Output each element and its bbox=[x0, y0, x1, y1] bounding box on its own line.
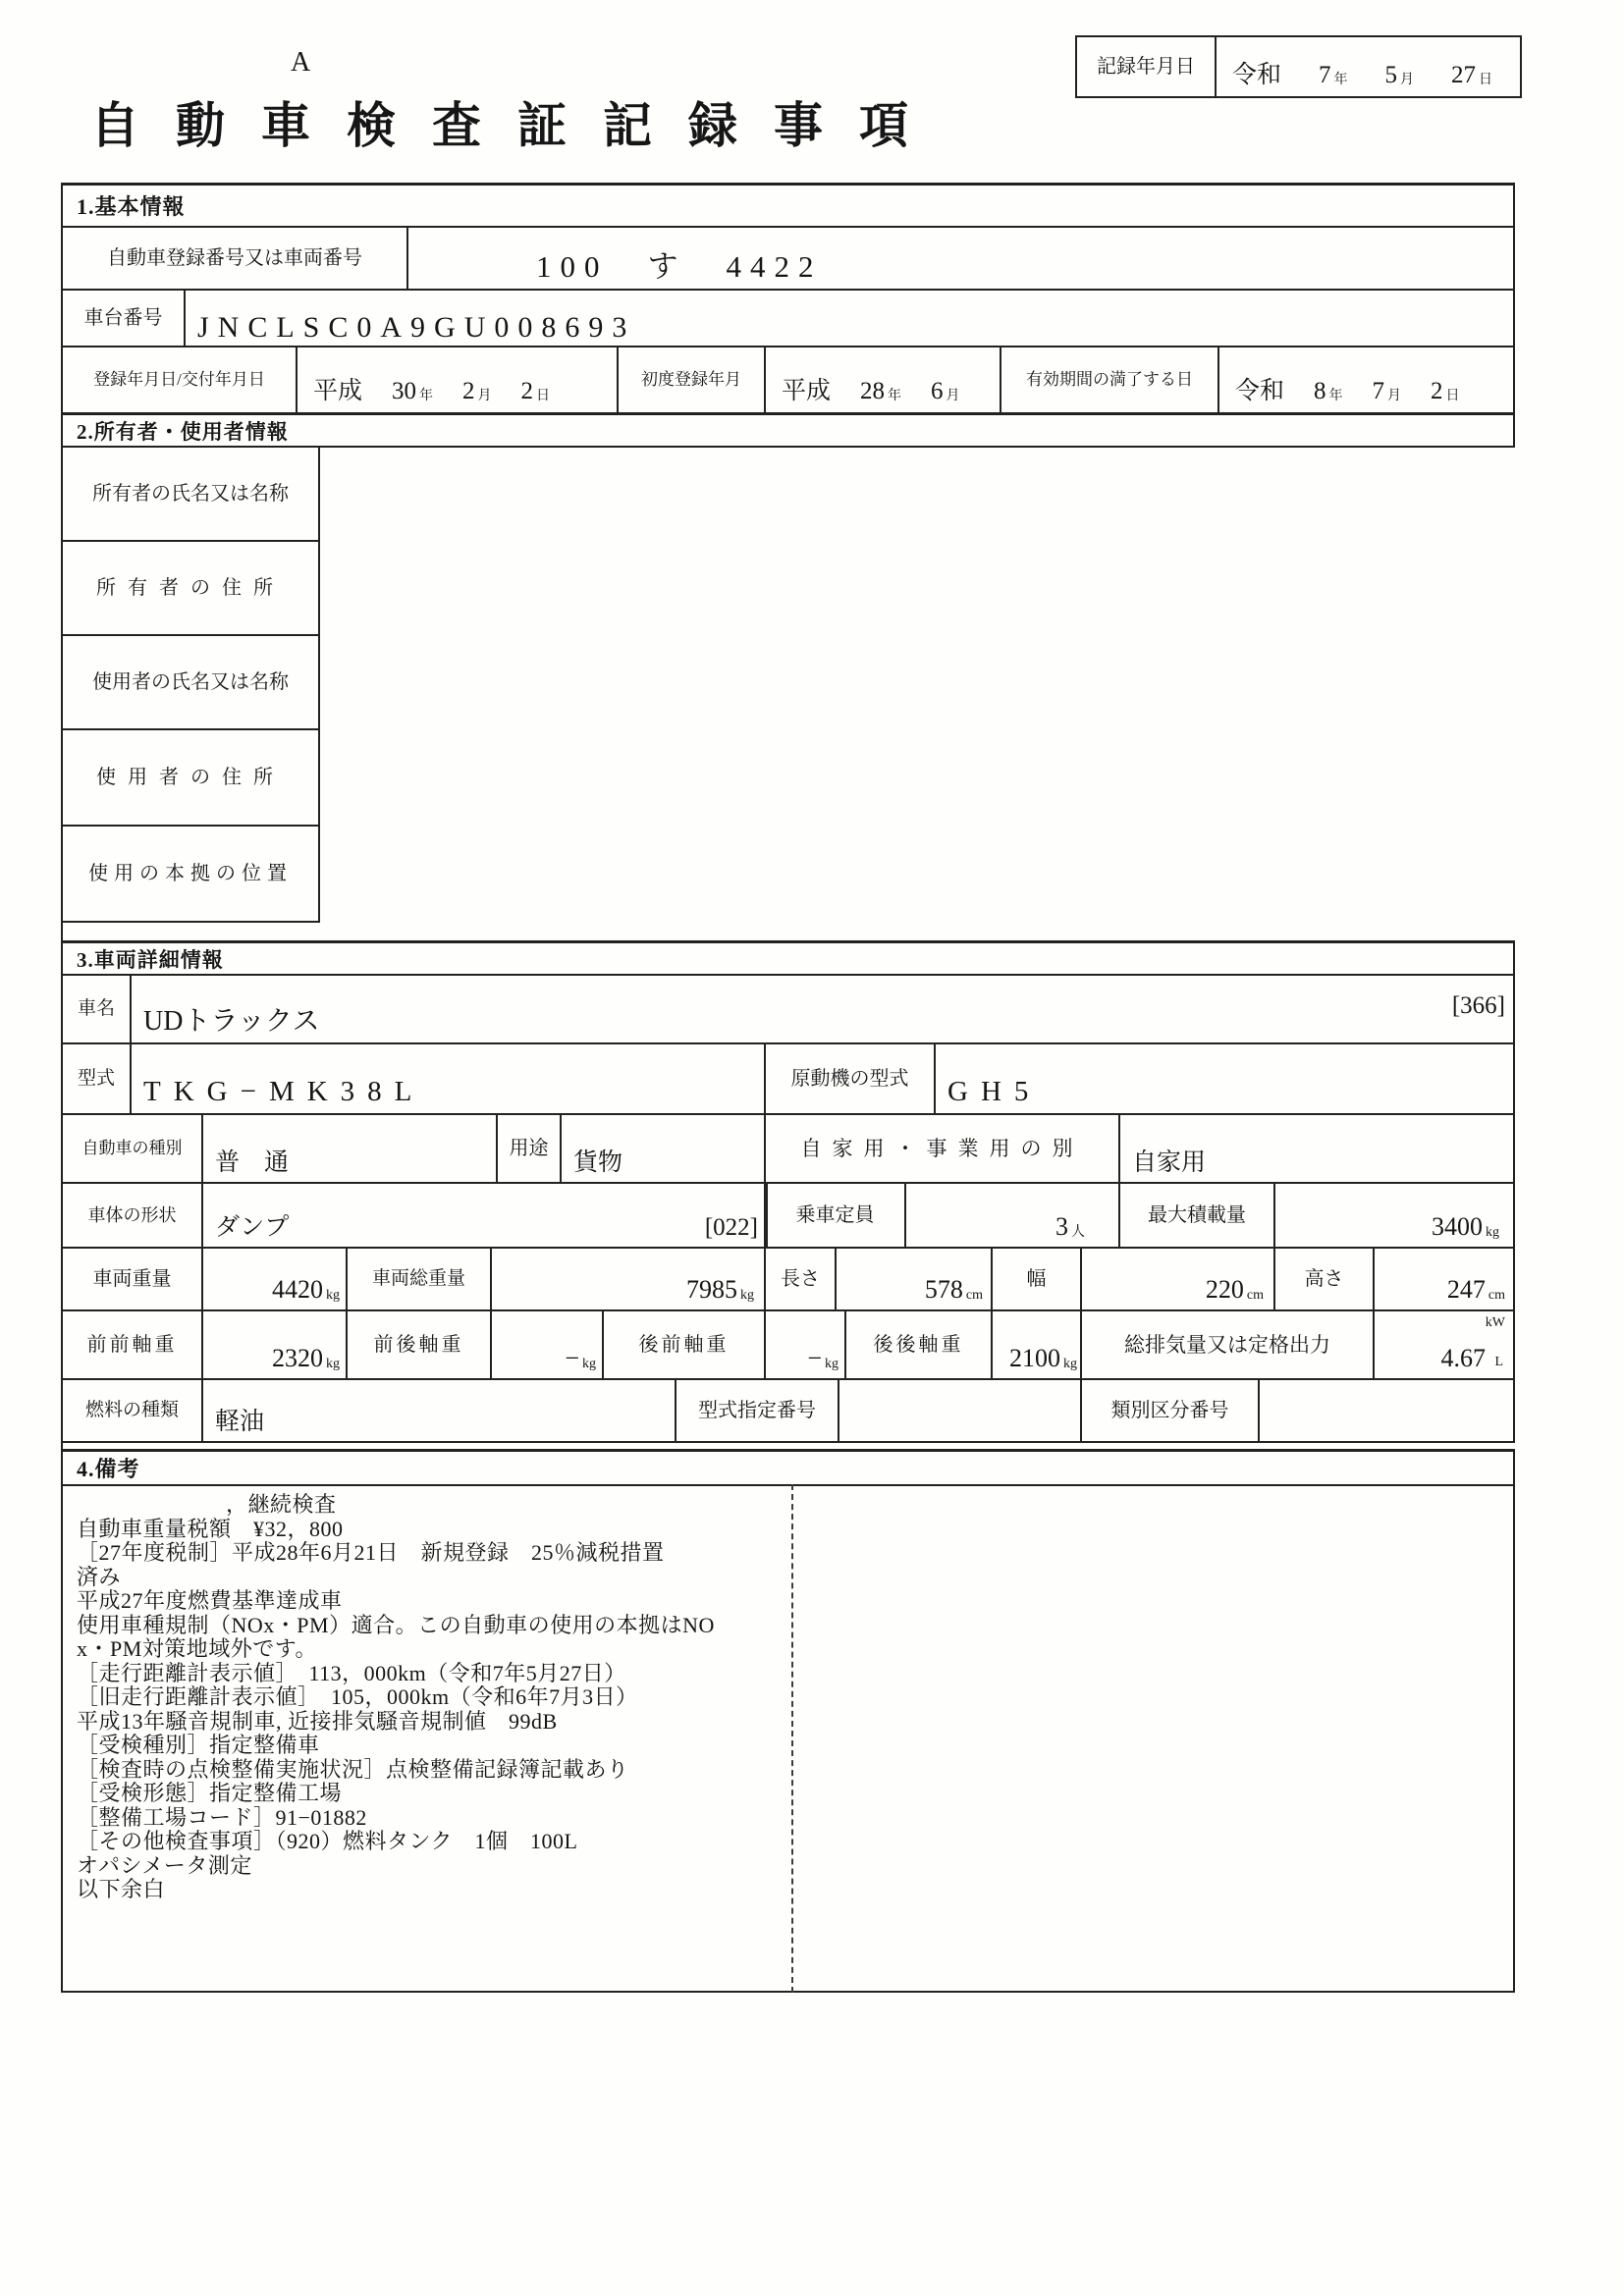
fuel-value: 軽油 bbox=[201, 1378, 676, 1443]
chassis-number-value: JNCLSC0A9GU008693 bbox=[184, 289, 1515, 347]
private-business-value: 自家用 bbox=[1118, 1113, 1515, 1184]
kg-unit: kg bbox=[1486, 1225, 1499, 1240]
page-title: 自動車検査証記録事項 bbox=[90, 98, 945, 153]
body-shape-value-cell bbox=[201, 1182, 768, 1249]
rear-rear-axle-label: 後後軸重 bbox=[844, 1309, 993, 1380]
remark-line: オパシメータ測定 bbox=[77, 1852, 252, 1878]
expiry-date-era: 令和 bbox=[1235, 378, 1285, 404]
fuel-label: 燃料の種類 bbox=[61, 1378, 203, 1443]
displacement-value: 4.67 bbox=[1440, 1344, 1486, 1372]
width-value: 220 bbox=[1205, 1275, 1244, 1304]
max-load-label: 最大積載量 bbox=[1118, 1182, 1275, 1249]
remark-line: x・PM対策地域外です。 bbox=[77, 1636, 318, 1661]
cm-unit: cm bbox=[1246, 1288, 1264, 1303]
user-name-label: 使用者の氏名又は名称 bbox=[61, 634, 320, 730]
remark-line: ［走行距離計表示値］ 113，000km（令和7年5月27日） bbox=[77, 1660, 626, 1685]
remark-line: 自動車重量税額 ¥32，800 bbox=[77, 1516, 344, 1541]
front-rear-axle-label: 前後軸重 bbox=[346, 1309, 492, 1380]
car-name-value: UDトラックス bbox=[143, 1006, 320, 1037]
owner-name-label: 所有者の氏名又は名称 bbox=[61, 446, 320, 542]
max-load-value: 3400 bbox=[1432, 1212, 1483, 1241]
engine-model-value: GH5 bbox=[934, 1042, 1515, 1115]
kg-unit: kg bbox=[740, 1288, 754, 1303]
front-rear-axle-value: − bbox=[565, 1344, 579, 1372]
body-shape-code: [022] bbox=[704, 1214, 758, 1241]
type-approval-label: 型式指定番号 bbox=[675, 1378, 839, 1443]
registration-number-value: 100 す 4422 bbox=[406, 226, 1515, 291]
model-value: TKG−MK38L bbox=[130, 1042, 766, 1115]
remark-line: ［その他検査事項］（920）燃料タンク 1個 100L bbox=[77, 1829, 578, 1853]
month-unit: 月 bbox=[946, 389, 960, 403]
remark-line: ［旧走行距離計表示値］ 105，000km（令和6年7月3日） bbox=[77, 1684, 638, 1709]
kg-unit: kg bbox=[1063, 1357, 1077, 1371]
capacity-label: 乗車定員 bbox=[764, 1182, 906, 1249]
gross-weight-value: 7985 bbox=[686, 1275, 737, 1304]
vehicle-weight-label: 車両重量 bbox=[61, 1247, 203, 1311]
record-date-box bbox=[1075, 35, 1522, 98]
record-date-era: 令和 bbox=[1232, 62, 1282, 88]
kilowatt-unit: kW bbox=[1485, 1315, 1505, 1330]
chassis-number-label: 車台番号 bbox=[61, 289, 186, 347]
rear-rear-axle-value-cell bbox=[991, 1309, 1082, 1380]
first-registration-month: 6 bbox=[931, 378, 944, 404]
base-location-label: 使用の本拠の位置 bbox=[61, 825, 320, 923]
private-business-label: 自家用・事業用の別 bbox=[764, 1113, 1120, 1184]
type-approval-value bbox=[838, 1378, 1082, 1443]
category-code-label: 類別区分番号 bbox=[1080, 1378, 1260, 1443]
height-label: 高さ bbox=[1273, 1247, 1375, 1311]
record-date-year: 7 bbox=[1319, 62, 1331, 88]
remark-line: ［受検形態］指定整備工場 bbox=[77, 1781, 343, 1805]
capacity-value-cell bbox=[904, 1182, 1120, 1249]
month-unit: 月 bbox=[1400, 73, 1415, 87]
front-front-axle-value-cell bbox=[201, 1309, 348, 1380]
month-unit: 月 bbox=[477, 389, 492, 403]
body-shape-value: ダンプ bbox=[215, 1214, 290, 1241]
registration-date-era: 平成 bbox=[313, 378, 363, 404]
first-registration-label: 初度登録年月 bbox=[617, 346, 766, 414]
section2-heading: 2.所有者・使用者情報 bbox=[61, 412, 1515, 448]
vehicle-weight-value-cell bbox=[201, 1247, 348, 1311]
kg-unit: kg bbox=[326, 1288, 340, 1303]
width-value-cell bbox=[1080, 1247, 1275, 1311]
front-rear-axle-value-cell bbox=[490, 1309, 604, 1380]
record-date-value bbox=[1217, 37, 1520, 96]
displacement-label: 総排気量又は定格出力 bbox=[1080, 1309, 1375, 1380]
section3-heading: 3.車両詳細情報 bbox=[61, 940, 1515, 976]
length-value: 578 bbox=[924, 1275, 963, 1304]
first-registration-era: 平成 bbox=[782, 378, 832, 404]
remark-line: ［検査時の点検整備実施状況］点検整備記録簿記載あり bbox=[77, 1756, 629, 1782]
use-label: 用途 bbox=[496, 1113, 562, 1184]
car-name-label: 車名 bbox=[61, 974, 132, 1044]
car-name-code: [366] bbox=[1451, 992, 1505, 1019]
height-value-cell bbox=[1373, 1247, 1515, 1311]
day-unit: 日 bbox=[1445, 389, 1460, 403]
remark-line: 済み bbox=[77, 1564, 122, 1589]
displacement-value-cell bbox=[1373, 1309, 1515, 1380]
expiry-date-value bbox=[1217, 346, 1515, 414]
remarks-text bbox=[77, 1493, 780, 1902]
year-unit: 年 bbox=[888, 389, 902, 403]
remark-line: ［受検種別］指定整備車 bbox=[77, 1733, 320, 1757]
liter-unit: L bbox=[1494, 1355, 1503, 1369]
length-label: 長さ bbox=[764, 1247, 837, 1311]
registration-date-day: 2 bbox=[520, 378, 534, 404]
section4-heading: 4.備考 bbox=[61, 1449, 1515, 1486]
vehicle-weight-value: 4420 bbox=[272, 1275, 323, 1304]
front-front-axle-value: 2320 bbox=[272, 1344, 323, 1372]
corner-mark: A bbox=[291, 47, 311, 78]
width-label: 幅 bbox=[991, 1247, 1082, 1311]
model-label: 型式 bbox=[61, 1042, 132, 1115]
kg-unit: kg bbox=[326, 1357, 340, 1371]
rear-front-axle-value: − bbox=[807, 1344, 822, 1372]
registration-date-month: 2 bbox=[462, 378, 475, 404]
expiry-date-day: 2 bbox=[1431, 378, 1443, 404]
remark-line: 以下余白 bbox=[77, 1877, 166, 1901]
car-name-value-cell bbox=[130, 974, 1515, 1044]
person-unit: 人 bbox=[1071, 1225, 1085, 1240]
rear-front-axle-label: 後前軸重 bbox=[602, 1309, 766, 1380]
section1-heading: 1.基本情報 bbox=[61, 183, 1515, 228]
rear-front-axle-value-cell bbox=[764, 1309, 846, 1380]
day-unit: 日 bbox=[1479, 73, 1493, 87]
year-unit: 年 bbox=[1333, 73, 1348, 87]
expiry-date-year: 8 bbox=[1314, 378, 1326, 404]
remark-line: 使用車種規制（NOx・PM）適合。この自動車の使用の本拠はNO bbox=[77, 1612, 715, 1637]
kg-unit: kg bbox=[825, 1357, 839, 1371]
remarks-divider bbox=[791, 1484, 793, 1993]
first-registration-value bbox=[764, 346, 1001, 414]
category-code-value bbox=[1258, 1378, 1515, 1443]
registration-date-label: 登録年月日/交付年月日 bbox=[61, 346, 298, 414]
record-date-day: 27 bbox=[1451, 62, 1477, 88]
rear-rear-axle-value: 2100 bbox=[1009, 1344, 1060, 1372]
record-date-month: 5 bbox=[1384, 62, 1398, 88]
cm-unit: cm bbox=[1488, 1288, 1505, 1303]
registration-date-value bbox=[296, 346, 619, 414]
month-unit: 月 bbox=[1387, 389, 1402, 403]
cm-unit: cm bbox=[965, 1288, 983, 1303]
record-date-label: 記録年月日 bbox=[1077, 37, 1217, 96]
year-unit: 年 bbox=[419, 389, 434, 403]
max-load-value-cell bbox=[1273, 1182, 1515, 1249]
registration-number-label: 自動車登録番号又は車両番号 bbox=[61, 226, 408, 291]
body-shape-label: 車体の形状 bbox=[61, 1182, 203, 1249]
gross-weight-label: 車両総重量 bbox=[346, 1247, 492, 1311]
remark-line: ［27年度税制］平成28年6月21日 新規登録 25％減税措置 bbox=[77, 1540, 665, 1565]
expiry-date-label: 有効期間の満了する日 bbox=[1000, 346, 1219, 414]
front-front-axle-label: 前前軸重 bbox=[61, 1309, 203, 1380]
length-value-cell bbox=[835, 1247, 993, 1311]
use-value: 貨物 bbox=[560, 1113, 766, 1184]
year-unit: 年 bbox=[1328, 389, 1343, 403]
day-unit: 日 bbox=[536, 389, 551, 403]
vehicle-class-value: 普 通 bbox=[201, 1113, 498, 1184]
owner-address-label: 所有者の住所 bbox=[61, 540, 320, 636]
remark-line: 平成13年騒音規制車, 近接排気騒音規制値 99dB bbox=[77, 1708, 558, 1734]
expiry-date-month: 7 bbox=[1372, 378, 1385, 404]
kg-unit: kg bbox=[582, 1357, 596, 1371]
first-registration-year: 28 bbox=[860, 378, 886, 404]
capacity-value: 3 bbox=[1055, 1212, 1068, 1241]
vehicle-class-label: 自動車の種別 bbox=[61, 1113, 203, 1184]
remark-line: 平成27年度燃費基準達成車 bbox=[77, 1588, 343, 1613]
remark-line: ［整備工場コード］91−01882 bbox=[77, 1804, 367, 1830]
engine-model-label: 原動機の型式 bbox=[764, 1042, 936, 1115]
height-value: 247 bbox=[1446, 1275, 1486, 1304]
registration-date-year: 30 bbox=[392, 378, 417, 404]
gross-weight-value-cell bbox=[490, 1247, 766, 1311]
user-address-label: 使用者の住所 bbox=[61, 728, 320, 827]
remark-line: ，継続検査 bbox=[226, 1492, 337, 1517]
